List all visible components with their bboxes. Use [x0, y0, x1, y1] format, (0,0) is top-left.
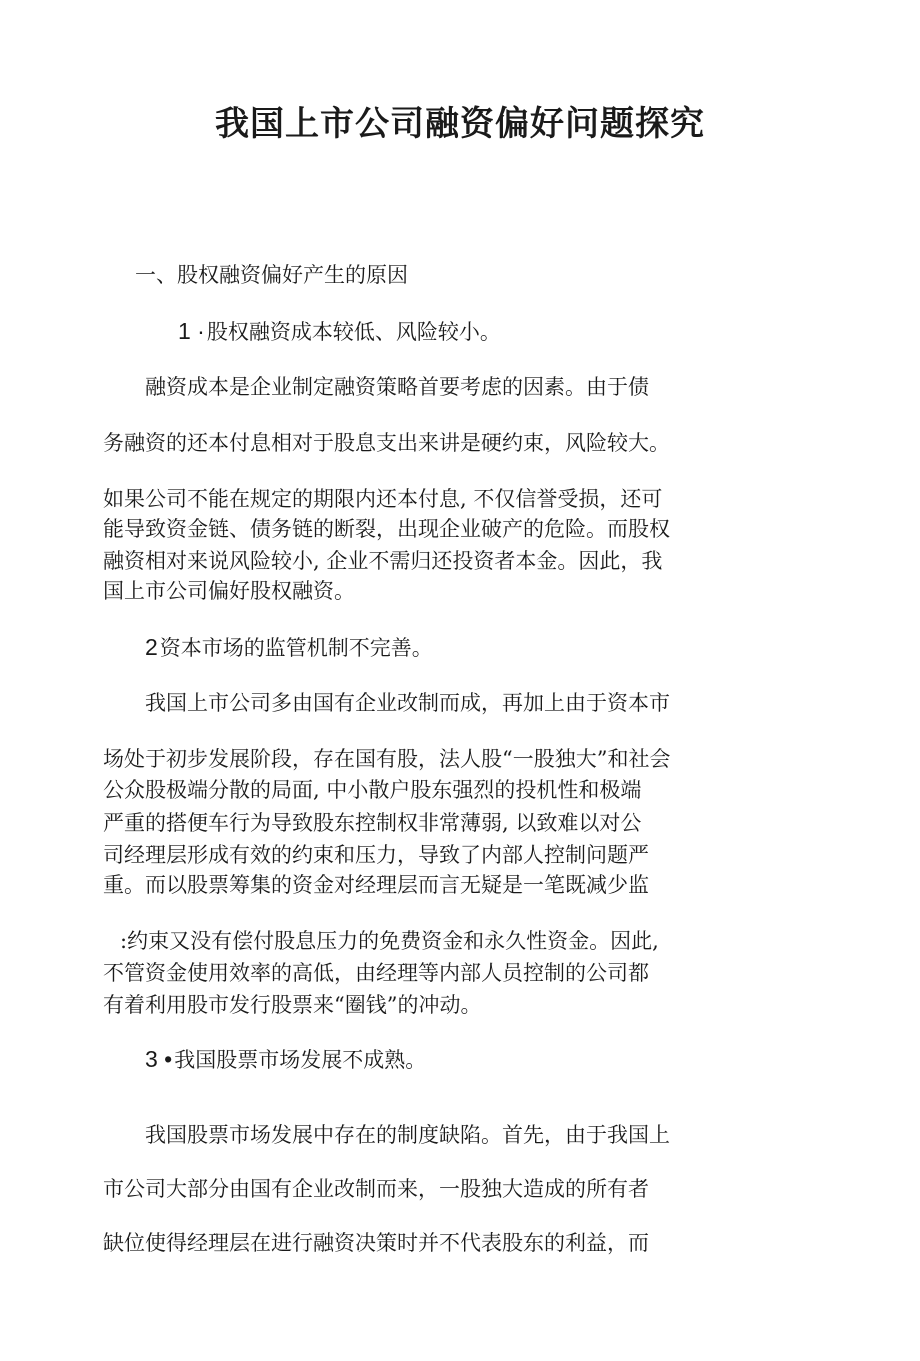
paragraph-line: 市公司大部分由国有企业改制而来，一股独大造成的所有者 [103, 1177, 649, 1201]
paragraph-line: 有着利用股市发行股票来“圈钱”的冲动。 [103, 993, 482, 1017]
subheading-3 [145, 1046, 426, 1073]
subheading-text: 我国股票市场发展不成熟。 [174, 1048, 427, 1072]
subheading-text: 股权融资成本较低、风险较小。 [206, 320, 501, 344]
paragraph-line: 严重的搭便车行为导致股东控制权非常薄弱, 以致难以对公 [103, 811, 642, 835]
subheading-number: 3 • [145, 1046, 173, 1072]
subheading-text: 资本市场的监管机制不完善。 [159, 636, 433, 660]
document-title: 我国上市公司融资偏好问题探究 [215, 104, 705, 144]
paragraph-line: 如果公司不能在规定的期限内还本付息, 不仅信誉受损，还可 [103, 487, 663, 511]
paragraph-line: 国上市公司偏好股权融资。 [103, 579, 355, 603]
paragraph-line: 公众股极端分散的局面, 中小散户股东强烈的投机性和极端 [103, 778, 642, 802]
paragraph-line: 务融资的还本付息相对于股息支出来讲是硬约束，风险较大。 [103, 431, 670, 455]
paragraph-line: 重。而以股票筹集的资金对经理层而言无疑是一笔既减少监 [103, 873, 649, 897]
paragraph-line: 我国股票市场发展中存在的制度缺陷。首先，由于我国上 [145, 1123, 670, 1147]
paragraph-line: 缺位使得经理层在进行融资决策时并不代表股东的利益，而 [103, 1231, 649, 1255]
section-heading: 一、股权融资偏好产生的原因 [135, 263, 408, 287]
subheading-2 [145, 634, 433, 661]
subheading-number: 1 · [178, 318, 205, 344]
subheading-number: 2 [145, 634, 158, 660]
paragraph-line: 不管资金使用效率的高低，由经理等内部人员控制的公司都 [103, 961, 649, 985]
paragraph-line: 司经理层形成有效的约束和压力，导致了内部人控制问题严 [103, 843, 649, 867]
paragraph-line: 融资成本是企业制定融资策略首要考虑的因素。由于债 [145, 375, 649, 399]
subheading-1 [178, 318, 501, 345]
paragraph-line: :约束又没有偿付股息压力的免费资金和永久性资金。因此, [120, 929, 659, 953]
paragraph-line: 能导致资金链、债务链的断裂，出现企业破产的危险。而股权 [103, 517, 670, 541]
paragraph-line: 场处于初步发展阶段，存在国有股，法人股“一股独大”和社会 [103, 747, 671, 771]
paragraph-line: 融资相对来说风险较小, 企业不需归还投资者本金。因此，我 [103, 549, 663, 573]
paragraph-line: 我国上市公司多由国有企业改制而成，再加上由于资本市 [145, 691, 670, 715]
